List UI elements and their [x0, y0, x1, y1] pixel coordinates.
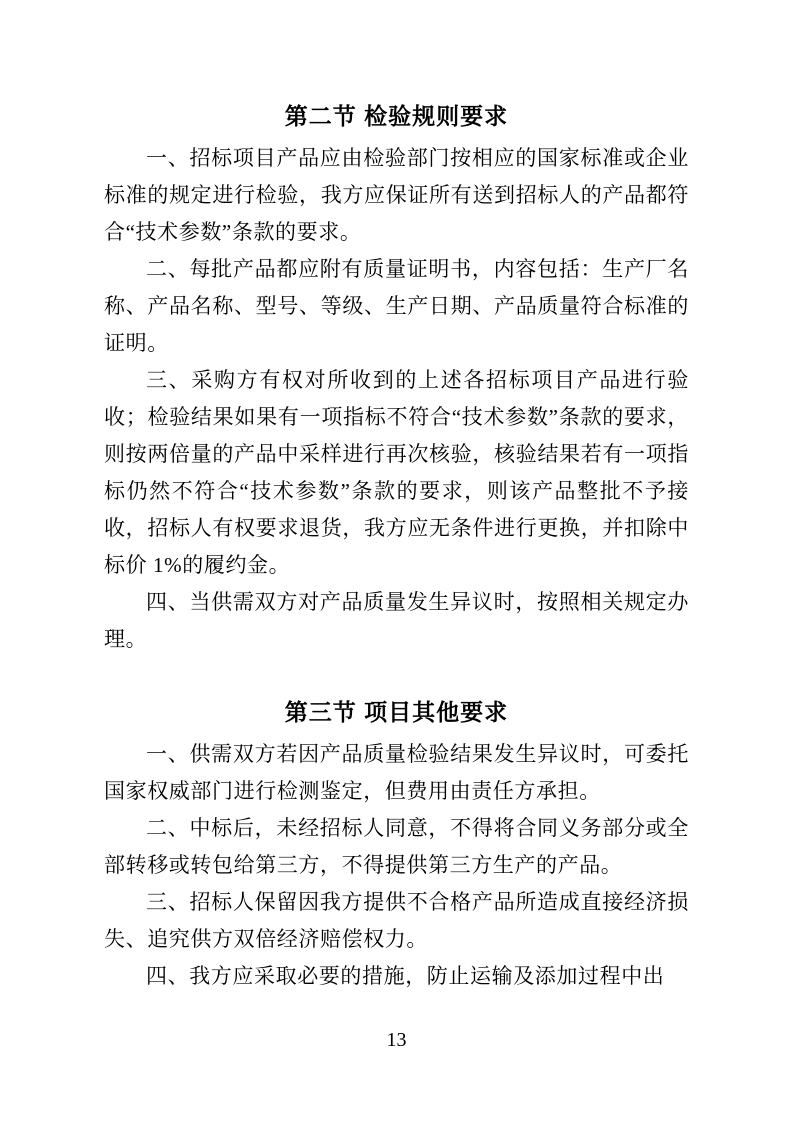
page-number: 13 [386, 1029, 407, 1051]
paragraph: 三、招标人保留因我方提供不合格产品所造成直接经济损失、追究供方双倍经济赔偿权力。 [104, 890, 689, 951]
paragraph: 四、当供需双方对产品质量发生异议时，按照相关规定办理。 [104, 590, 689, 651]
paragraph: 二、中标后，未经招标人同意，不得将合同义务部分或全部转移或转包给第三方，不得提供第三方生产的产品。 [104, 816, 689, 877]
paragraph: 一、招标项目产品应由检验部门按相应的国家标准或企业标准的规定进行检验，我方应保证所有送到招标人的产品都符合“技术参数”条款的要求。 [104, 146, 689, 244]
paragraph: 一、供需双方若因产品质量检验结果发生异议时，可委托国家权威部门进行检测鉴定，但费用由责任方承担。 [104, 742, 689, 803]
paragraph: 三、采购方有权对所收到的上述各招标项目产品进行验收；检验结果如果有一项指标不符合“技术参数”条款的要求，则按两倍量的产品中采样进行再次核验，核验结果若有一项指标仍然不符合“技术参数”条款的要求，则该产品整批不予接收，招标人有权要求退货，我方应无条件进行更换，并扣除中标价 1%的履约金。 [104, 368, 689, 577]
document-content [104, 0, 689, 995]
section-heading-inspection-rules: 第二节 检验规则要求 [284, 103, 509, 129]
paragraph: 四、我方应采取必要的措施，防止运输及添加过程中出 [146, 964, 665, 988]
section-heading-other-requirements: 第三节 项目其他要求 [284, 699, 509, 725]
paragraph: 二、每批产品都应附有质量证明书，内容包括：生产厂名称、产品名称、型号、等级、生产日期、产品质量符合标准的证明。 [104, 257, 689, 355]
